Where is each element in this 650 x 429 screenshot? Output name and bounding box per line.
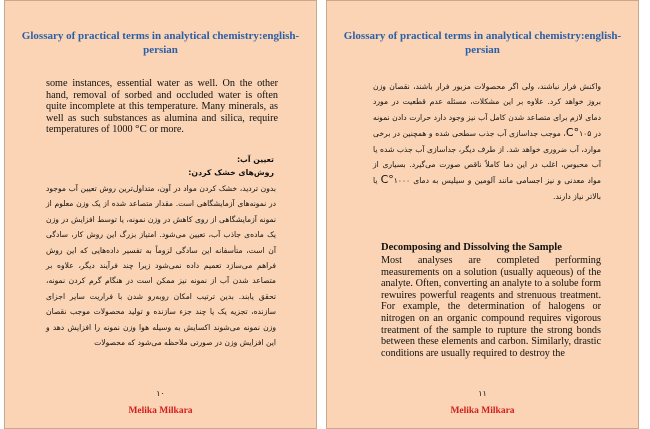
left-page: [4, 0, 317, 429]
persian-paragraph: بدون تردید، خشک کردن مواد در آون، متداول‌ترین روش تعیین آب موجود در نمونه‌های آزمایشگاهی است. مقدار متصاعد شده از یک وزن معلوم از نمونه آزمایشگاهی از روی کاهش در وزن نمونه، یا توسط افزایش در وزن یک ماده‌ی جاذب آب، تعیین می‌شود. امتیاز بزرگ این روش کار، سادگی آن است، متأسفانه این سادگی لزوماً به تفسیر داده‌هایی که این روش فراهم می‌سازد تعمیم داده نمی‌شود زیرا چند فرآیند دیگر، علاوه بر متصاعد شدن آب از نمونه نیز ممکن است در هنگام گرم کردن نمونه، تحقق یابند. بدین ترتیب امکان روبه‌رو شدن با فراریت سایر اجزای سازنده، تجزیه یک یا چند جزء سازنده و تولید محصولات موجب نقصان وزن نمونه می‌شوند اکسایش به وسیله هوا وزن نمونه را افزایش دهد و این افزایش وزن در صورتی ملاحظه می‌شود که محصولات: [46, 184, 276, 348]
page-title: Glossary of practical terms in analytical chemistry:english-persian: [21, 30, 300, 56]
persian-heading-drying: روش‌های خشک کردن:: [188, 168, 274, 177]
temperature-value: ۱۰۵: [579, 129, 592, 139]
page-number: ۱۱: [478, 389, 487, 398]
temperature-value: ۱۰۰۰: [393, 176, 411, 186]
unit-celsius: °C: [380, 173, 394, 187]
author-footer: Melika Milkara: [128, 406, 193, 416]
unit-celsius: °C: [135, 123, 147, 136]
page-gutter: [318, 0, 324, 429]
persian-paragraph: واکنش فرار نباشند، ولی اگر محصولات مزبور فرار باشند، نقصان وزن بروز خواهد کرد. علاوه بر این مشکلات، مسئله عدم قطعیت در مورد دمای لازم برای متصاعد شدن کامل آب نیز وجود دارد حرارت دادن نمونه در ۱۰۵°C، موجب جداسازی آب جذب سطحی شده و همچنین در برخی موارد، آب ضروری خواهد شد. از طرف دیگر، جداسازی آب جذب شده یا آب محبوس، اغلب در این دما کاملاً ناقص صورت می‌گیرد. بسیاری از مواد معدنی و نیز اجسامی مانند آلومین و سیلیس به دمای ۱۰۰۰°C یا بالاتر نیاز دارند.: [373, 82, 602, 201]
persian-heading-water: تعیین آب:: [236, 155, 274, 164]
english-paragraph: some instances, essential water as well. On the other hand, removal of sorbed and occluded water is often quite incomplete at this temperature. Many minerals, as well as such substances as alumina and silica, require temperatures of 1000 °C or more.: [46, 78, 278, 136]
page-number: ۱۰: [156, 389, 165, 398]
page-title: Glossary of practical terms in analytical chemistry:english-persian: [343, 30, 622, 56]
section-heading: Decomposing and Dissolving the Sample: [381, 242, 562, 253]
author-footer: Melika Milkara: [450, 406, 515, 416]
english-paragraph: Most analyses are completed performing measurements on a solution (usually aqueous) of the analyte. Often, converting an analyte to a solube form rewuires powerful reagents and strenuous treatment. For example, the determination of halogens or nitrogen on an organic compound requires vigorous treatment of the sample to rupture the strong bonds between these elements and carbon. Similarly, drastic conditions are usually required to destroy the: [381, 255, 601, 359]
unit-celsius: °C: [565, 126, 580, 140]
right-page: [326, 0, 639, 429]
